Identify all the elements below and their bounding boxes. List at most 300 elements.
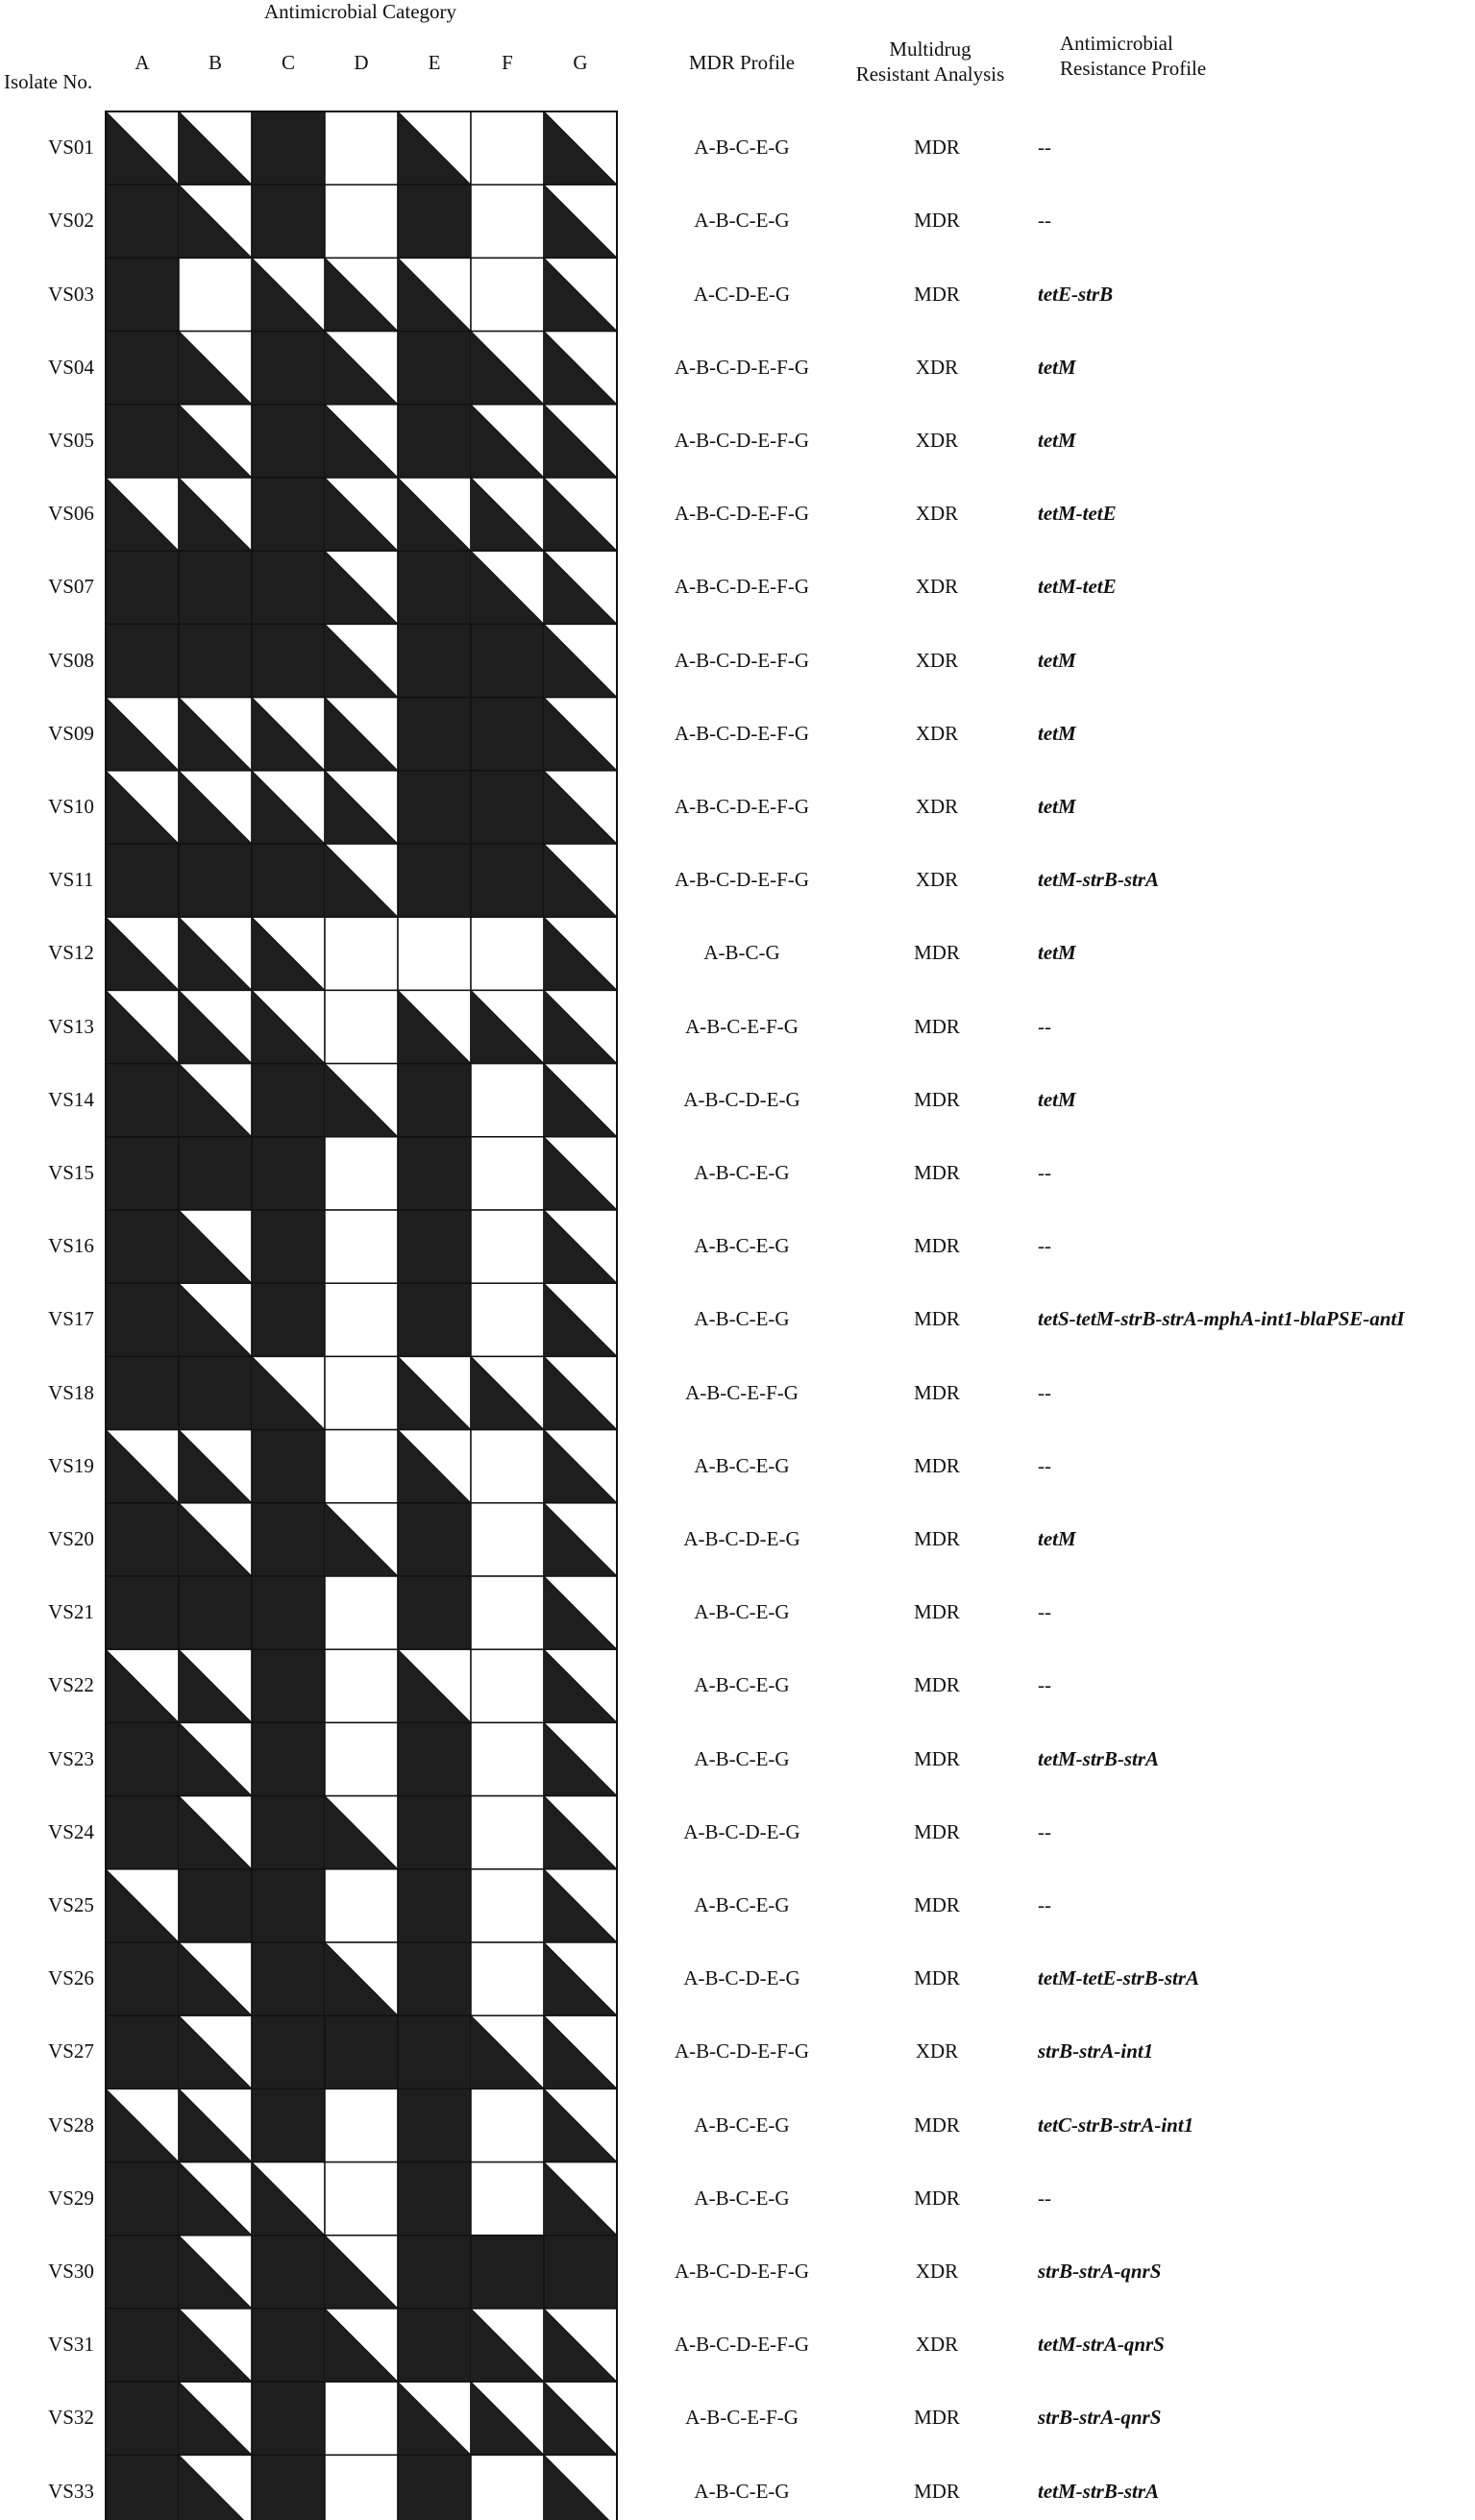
resistance-profile-cell: tetC-strB-strA-int1 [1038,2112,1194,2137]
category-label-a: A [135,51,150,74]
cell-vs15-f [471,1137,544,1210]
analysis-cell: MDR [914,136,960,160]
resistance-profile-cell: strB-strA-int1 [1038,2039,1154,2063]
isolate-id: VS11 [48,868,94,892]
cell-vs06-a [106,478,179,551]
analysis-cell: MDR [914,282,960,306]
cell-vs17-b [179,1283,252,1356]
isolate-id: VS06 [48,502,94,526]
category-title: Antimicrobial Category [263,0,457,23]
cell-vs07-e [398,551,471,624]
category-label-d: D [354,51,369,74]
category-label-e: E [428,51,441,74]
cell-vs23-e [398,1722,471,1795]
mdr-profile-cell: A-B-C-D-E-F-G [675,794,809,818]
isolate-id: VS22 [48,1673,94,1697]
mdr-profile-cell: A-B-C-E-F-G [685,2406,799,2430]
cell-vs13-b [179,990,252,1063]
mdr-profile-header: MDR Profile [688,51,796,74]
cell-vs11-e [398,844,471,917]
cell-vs06-d [325,478,398,551]
cell-vs12-a [106,917,179,990]
cell-vs23-g [544,1722,617,1795]
cell-vs26-c [252,1942,325,2015]
cell-vs30-b [179,2236,252,2309]
cell-vs16-b [179,1210,252,1283]
cell-vs14-g [544,1064,617,1137]
cell-vs25-b [179,1869,252,1942]
cell-vs28-d [325,2088,398,2162]
cell-vs24-a [106,1796,179,1869]
analysis-cell: XDR [915,794,959,818]
mdr-profile-cell: A-B-C-E-G [694,1673,790,1697]
cell-vs25-c [252,1869,325,1942]
resistance-profile-cell: tetE-strB [1038,282,1114,306]
cell-vs22-f [471,1649,544,1722]
cell-vs05-e [398,405,471,478]
cell-vs31-c [252,2309,325,2382]
cell-vs29-g [544,2162,617,2236]
analysis-cell: MDR [914,1014,960,1038]
resistance-profile-cell: tetM [1038,941,1076,965]
cell-vs21-b [179,1576,252,1649]
mdr-profile-cell: A-B-C-D-E-F-G [675,648,809,672]
cell-vs12-g [544,917,617,990]
resistance-profile-cell: tetM [1038,648,1076,672]
cell-vs15-d [325,1137,398,1210]
cell-vs05-f [471,405,544,478]
cell-vs28-c [252,2088,325,2162]
cell-vs32-e [398,2382,471,2455]
cell-vs28-f [471,2088,544,2162]
cell-vs02-b [179,185,252,258]
cell-vs13-d [325,990,398,1063]
resistance-profile-cell: tetM-strB-strA [1038,868,1160,892]
resistance-profile-cell: strB-strA-qnrS [1038,2259,1162,2283]
cell-vs08-e [398,624,471,697]
cell-vs24-d [325,1796,398,1869]
cell-vs17-c [252,1283,325,1356]
resistance-profile-cell: -- [1038,1380,1051,1404]
cell-vs25-a [106,1869,179,1942]
cell-vs25-e [398,1869,471,1942]
cell-vs19-d [325,1430,398,1503]
cell-vs29-a [106,2162,179,2236]
cell-vs18-e [398,1356,471,1429]
cell-vs24-e [398,1796,471,1869]
cell-vs20-c [252,1503,325,1576]
cell-vs11-a [106,844,179,917]
cell-vs13-f [471,990,544,1063]
cell-vs15-g [544,1137,617,1210]
isolate-id: VS19 [48,1453,94,1477]
cell-vs08-b [179,624,252,697]
resistance-profile-cell: -- [1038,1160,1051,1184]
cell-vs29-f [471,2162,544,2236]
cell-vs11-f [471,844,544,917]
cell-vs23-a [106,1722,179,1795]
cell-vs01-b [179,111,252,185]
cell-vs32-g [544,2382,617,2455]
isolate-id: VS29 [48,2186,94,2210]
cell-vs22-c [252,1649,325,1722]
isolate-id: VS18 [48,1380,94,1404]
cell-vs29-b [179,2162,252,2236]
cell-vs05-g [544,405,617,478]
isolate-id: VS02 [48,209,94,233]
mdr-profile-cell: A-B-C-D-E-F-G [675,2333,809,2357]
isolate-id: VS20 [48,1526,94,1550]
cell-vs09-a [106,698,179,771]
cell-vs14-b [179,1064,252,1137]
cell-vs30-f [471,2236,544,2309]
analysis-cell: MDR [914,1087,960,1111]
isolate-id: VS25 [48,1892,94,1916]
cell-vs09-b [179,698,252,771]
cell-vs07-g [544,551,617,624]
cell-vs03-c [252,258,325,331]
cell-vs32-f [471,2382,544,2455]
cell-vs20-a [106,1503,179,1576]
isolate-id: VS33 [48,2479,94,2503]
cell-vs11-g [544,844,617,917]
cell-vs22-d [325,1649,398,1722]
cell-vs18-b [179,1356,252,1429]
mdr-profile-cell: A-B-C-E-G [694,2186,790,2210]
cell-vs07-d [325,551,398,624]
cell-vs15-b [179,1137,252,1210]
cell-vs05-b [179,405,252,478]
cell-vs03-g [544,258,617,331]
cell-vs24-g [544,1796,617,1869]
analysis-cell: MDR [914,941,960,965]
cell-vs15-a [106,1137,179,1210]
cell-vs19-g [544,1430,617,1503]
resistance-profile-cell: tetM [1038,428,1076,452]
isolate-id: VS30 [48,2259,94,2283]
cell-vs27-b [179,2015,252,2088]
cell-vs01-e [398,111,471,185]
analysis-cell: XDR [915,648,959,672]
analysis-cell: MDR [914,1307,960,1331]
cell-vs21-c [252,1576,325,1649]
cell-vs01-c [252,111,325,185]
cell-vs12-c [252,917,325,990]
cell-vs30-c [252,2236,325,2309]
cell-vs01-d [325,111,398,185]
cell-vs10-b [179,771,252,844]
cell-vs17-g [544,1283,617,1356]
isolate-id: VS17 [48,1307,94,1331]
cell-vs21-d [325,1576,398,1649]
cell-vs08-d [325,624,398,697]
cell-vs22-b [179,1649,252,1722]
cell-vs14-d [325,1064,398,1137]
cell-vs31-g [544,2309,617,2382]
isolate-id: VS01 [48,136,94,160]
resistance-profile-cell: -- [1038,1819,1051,1843]
cell-vs10-a [106,771,179,844]
cell-vs25-d [325,1869,398,1942]
isolate-column-header: Isolate No. [4,70,93,93]
resistance-profile-cell: tetS-tetM-strB-strA-mphA-int1-blaPSE-antI [1038,1307,1405,1331]
cell-vs14-c [252,1064,325,1137]
cell-vs05-a [106,405,179,478]
analysis-cell: MDR [914,1453,960,1477]
cell-vs20-f [471,1503,544,1576]
cell-vs15-c [252,1137,325,1210]
resistance-profile-cell: tetM [1038,355,1076,379]
mdr-profile-cell: A-B-C-D-E-F-G [675,2039,809,2063]
cell-vs21-f [471,1576,544,1649]
cell-vs06-b [179,478,252,551]
mdr-profile-cell: A-B-C-E-G [694,1600,790,1624]
cell-vs26-g [544,1942,617,2015]
isolate-id: VS08 [48,648,94,672]
analysis-cell: XDR [915,502,959,526]
cell-vs27-d [325,2015,398,2088]
analysis-cell: MDR [914,1160,960,1184]
resistance-profile-cell: tetM-strB-strA [1038,2479,1160,2503]
cell-vs04-g [544,332,617,405]
cell-vs03-a [106,258,179,331]
cell-vs11-d [325,844,398,917]
isolate-id: VS16 [48,1234,94,1258]
mdr-profile-cell: A-B-C-G [703,941,780,965]
cell-vs17-d [325,1283,398,1356]
cell-vs09-d [325,698,398,771]
analysis-cell: MDR [914,1234,960,1258]
cell-vs11-c [252,844,325,917]
cell-vs18-d [325,1356,398,1429]
cell-vs28-a [106,2088,179,2162]
cell-vs18-g [544,1356,617,1429]
cell-vs04-a [106,332,179,405]
cell-vs28-e [398,2088,471,2162]
cell-vs31-f [471,2309,544,2382]
analysis-cell: XDR [915,2333,959,2357]
cell-vs21-a [106,1576,179,1649]
analysis-cell: MDR [914,1380,960,1404]
mdr-profile-cell: A-B-C-D-E-F-G [675,575,809,599]
cell-vs05-d [325,405,398,478]
cell-vs22-a [106,1649,179,1722]
multidrug-header-line1: Multidrug [889,37,971,61]
cell-vs02-e [398,185,471,258]
cell-vs26-b [179,1942,252,2015]
cell-vs02-f [471,185,544,258]
resistance-profile-cell: tetM [1038,1526,1076,1550]
cell-vs09-c [252,698,325,771]
cell-vs03-b [179,258,252,331]
isolate-id: VS13 [48,1014,94,1038]
isolate-id: VS27 [48,2039,94,2063]
cell-vs22-e [398,1649,471,1722]
cell-vs14-f [471,1064,544,1137]
cell-vs10-f [471,771,544,844]
analysis-cell: MDR [914,209,960,233]
cell-vs03-f [471,258,544,331]
analysis-cell: XDR [915,575,959,599]
isolate-id: VS23 [48,1746,94,1770]
cell-vs23-d [325,1722,398,1795]
cell-vs33-b [179,2455,252,2520]
cell-vs06-e [398,478,471,551]
cell-vs16-e [398,1210,471,1283]
analysis-cell: MDR [914,1966,960,1990]
mdr-profile-cell: A-B-C-E-G [694,2112,790,2137]
mdr-profile-cell: A-B-C-D-E-G [683,1087,800,1111]
cell-vs16-c [252,1210,325,1283]
resistance-header-line1: Antimicrobial [1060,32,1173,55]
mdr-profile-cell: A-B-C-D-E-F-G [675,868,809,892]
isolate-id: VS24 [48,1819,94,1843]
cell-vs01-g [544,111,617,185]
cell-vs04-c [252,332,325,405]
mdr-profile-cell: A-B-C-D-E-F-G [675,2259,809,2283]
cell-vs17-f [471,1283,544,1356]
cell-vs12-b [179,917,252,990]
cell-vs02-c [252,185,325,258]
cell-vs26-a [106,1942,179,2015]
cell-vs25-f [471,1869,544,1942]
mdr-profile-cell: A-B-C-D-E-F-G [675,502,809,526]
cell-vs08-a [106,624,179,697]
cell-vs31-b [179,2309,252,2382]
cell-vs16-f [471,1210,544,1283]
mdr-profile-cell: A-B-C-D-E-G [683,1819,800,1843]
mdr-profile-cell: A-B-C-D-E-F-G [675,428,809,452]
analysis-cell: MDR [914,1746,960,1770]
cell-vs33-d [325,2455,398,2520]
cell-vs10-e [398,771,471,844]
resistance-profile-cell: -- [1038,1453,1051,1477]
isolate-id: VS28 [48,2112,94,2137]
cell-vs28-b [179,2088,252,2162]
analysis-cell: MDR [914,2112,960,2137]
cell-vs23-b [179,1722,252,1795]
cell-vs27-a [106,2015,179,2088]
isolate-id: VS07 [48,575,94,599]
mdr-profile-cell: A-B-C-D-E-G [683,1966,800,1990]
cell-vs03-d [325,258,398,331]
resistance-profile-cell: tetM [1038,721,1076,745]
resistance-profile-cell: -- [1038,1234,1051,1258]
resistance-profile-cell: tetM-tetE-strB-strA [1038,1966,1200,1990]
resistance-profile-cell: -- [1038,209,1051,233]
cell-vs20-d [325,1503,398,1576]
cell-vs32-d [325,2382,398,2455]
isolate-id: VS04 [48,355,94,379]
cell-vs12-d [325,917,398,990]
mdr-profile-cell: A-B-C-E-G [694,136,790,160]
analysis-cell: MDR [914,2186,960,2210]
cell-vs12-e [398,917,471,990]
cell-vs30-d [325,2236,398,2309]
mdr-profile-cell: A-B-C-E-F-G [685,1380,799,1404]
cell-vs16-a [106,1210,179,1283]
analysis-cell: MDR [914,1892,960,1916]
cell-vs19-c [252,1430,325,1503]
isolate-id: VS05 [48,428,94,452]
isolate-id: VS31 [48,2333,94,2357]
cell-vs30-a [106,2236,179,2309]
mdr-profile-cell: A-B-C-E-G [694,1453,790,1477]
cell-vs13-c [252,990,325,1063]
mdr-profile-cell: A-C-D-E-G [693,282,791,306]
category-label-f: F [502,51,513,74]
analysis-cell: XDR [915,2039,959,2063]
cell-vs07-f [471,551,544,624]
cell-vs31-d [325,2309,398,2382]
mdr-profile-cell: A-B-C-E-G [694,1892,790,1916]
cell-vs06-c [252,478,325,551]
cell-vs05-c [252,405,325,478]
cell-vs09-g [544,698,617,771]
cell-vs23-c [252,1722,325,1795]
resistance-profile-cell: tetM [1038,794,1076,818]
mdr-profile-cell: A-B-C-E-G [694,2479,790,2503]
cell-vs22-g [544,1649,617,1722]
cell-vs16-g [544,1210,617,1283]
analysis-cell: MDR [914,1600,960,1624]
mdr-profile-cell: A-B-C-E-G [694,1234,790,1258]
cell-vs01-f [471,111,544,185]
isolate-id: VS12 [48,941,94,965]
cell-vs32-b [179,2382,252,2455]
cell-vs02-d [325,185,398,258]
cell-vs20-g [544,1503,617,1576]
cell-vs02-g [544,185,617,258]
cell-vs09-f [471,698,544,771]
cell-vs17-e [398,1283,471,1356]
cell-vs25-g [544,1869,617,1942]
cell-vs33-c [252,2455,325,2520]
cell-vs11-b [179,844,252,917]
cell-vs12-f [471,917,544,990]
analysis-cell: XDR [915,2259,959,2283]
cell-vs19-e [398,1430,471,1503]
cell-vs04-d [325,332,398,405]
resistance-profile-cell: tetM-tetE [1038,575,1117,599]
mdr-profile-cell: A-B-C-E-F-G [685,1014,799,1038]
cell-vs18-f [471,1356,544,1429]
resistance-profile-cell: tetM-strA-qnrS [1038,2333,1165,2357]
cell-vs33-f [471,2455,544,2520]
cell-vs18-a [106,1356,179,1429]
cell-vs10-d [325,771,398,844]
analysis-cell: MDR [914,1673,960,1697]
cell-vs02-a [106,185,179,258]
cell-vs19-a [106,1430,179,1503]
cell-vs26-f [471,1942,544,2015]
cell-vs04-e [398,332,471,405]
cell-vs27-c [252,2015,325,2088]
cell-vs32-a [106,2382,179,2455]
cell-vs08-f [471,624,544,697]
category-label-c: C [281,51,296,74]
cell-vs31-a [106,2309,179,2382]
isolate-id: VS14 [48,1087,94,1111]
multidrug-header-line2: Resistant Analysis [855,62,1005,86]
cell-vs33-a [106,2455,179,2520]
isolate-id: VS26 [48,1966,94,1990]
mdr-profile-cell: A-B-C-E-G [694,1746,790,1770]
resistance-header-line2: Resistance Profile [1060,57,1207,80]
cell-vs08-g [544,624,617,697]
cell-vs31-e [398,2309,471,2382]
cell-vs27-e [398,2015,471,2088]
